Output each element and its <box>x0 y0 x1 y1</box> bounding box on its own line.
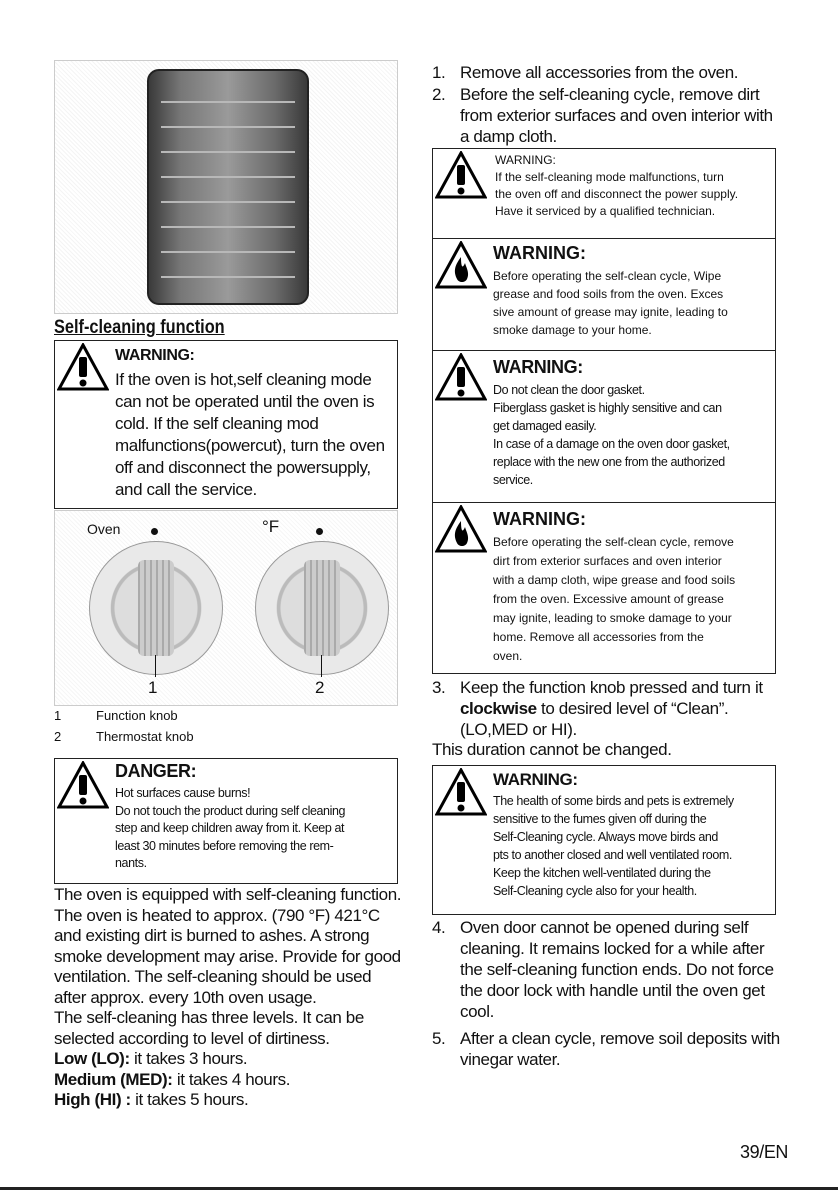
control-knobs-image <box>54 510 398 706</box>
temperature-unit-label: °F <box>262 517 280 536</box>
warning-line: replace with the new one from the authorized <box>493 455 725 469</box>
warning-title: WARNING: <box>115 347 195 364</box>
warning-title: WARNING: <box>493 243 586 263</box>
legend-number: 2 <box>54 729 62 744</box>
step-number: 2. <box>432 85 446 104</box>
warning-line: service. <box>493 473 533 487</box>
leader-line <box>155 655 156 677</box>
warning-line: cold. If the self cleaning mod <box>115 414 319 433</box>
warning-line: oven. <box>493 649 523 663</box>
danger-line: Hot surfaces cause burns! <box>115 786 251 800</box>
warning-line: grease and food soils from the oven. Exces <box>493 287 724 301</box>
legend-text: Thermostat knob <box>96 729 194 744</box>
warning-line: may ignite, leading to smoke damage to your <box>493 611 732 625</box>
warning-line: dirt from exterior surfaces and oven interior <box>493 554 722 568</box>
legend-item <box>54 729 194 744</box>
callout-2: 2 <box>315 678 325 697</box>
step-line: from exterior surfaces and oven interior with <box>460 106 773 125</box>
level-label: Low (LO): <box>54 1049 130 1068</box>
warning-title: WARNING: <box>493 357 583 377</box>
emphasis-clockwise: clockwise <box>460 699 537 718</box>
warning-box-gasket <box>432 350 776 504</box>
step-text <box>460 677 782 740</box>
warning-line: Do not clean the door gasket. <box>493 383 645 397</box>
warning-triangle-icon <box>435 768 487 816</box>
warning-line: with a damp cloth, wipe grease and food soils <box>493 573 736 587</box>
step-line: Before the self-cleaning cycle, remove dirt <box>460 85 760 104</box>
page-number: 39/EN <box>740 1142 789 1162</box>
oven-cavity <box>147 69 309 305</box>
step-line: vinegar water. <box>460 1050 561 1069</box>
duration-note: This duration cannot be changed. <box>432 740 672 759</box>
warning-triangle-icon <box>435 353 487 401</box>
level-high <box>54 1090 404 1111</box>
warning-title: WARNING: <box>495 153 556 167</box>
body-line: and existing dirt is burned to ashes. A strong <box>54 926 370 945</box>
warning-title: WARNING: <box>493 770 578 789</box>
body-line: The oven is equipped with self-cleaning function. <box>54 885 402 904</box>
step-text <box>460 917 782 1022</box>
body-line: The self-cleaning has three levels. It can be <box>54 1008 364 1027</box>
warning-line: Fiberglass gasket is highly sensitive and can <box>493 401 722 415</box>
warning-line: can not be operated until the oven is <box>115 392 375 411</box>
step-line: (LO,MED or HI). <box>460 720 577 739</box>
body-line: selected according to level of dirtiness. <box>54 1028 330 1048</box>
warning-line: The health of some birds and pets is extremely <box>493 794 734 808</box>
legend-item <box>54 708 178 723</box>
warning-line: In case of a damage on the oven door gasket, <box>493 437 730 451</box>
step-line: the self-cleaning function ends. Do not force <box>460 960 774 979</box>
step-number: 5. <box>432 1029 446 1048</box>
danger-line: step and keep children away from it. Keep at <box>115 821 345 835</box>
body-line: smoke development may arise. Provide for good <box>54 946 401 966</box>
warning-line: off and disconnect the powersupply, <box>115 458 371 477</box>
danger-line: Do not touch the product during self cleaning <box>115 803 346 818</box>
body-line: after approx. every 10th oven usage. <box>54 987 317 1007</box>
warning-line: Have it serviced by a qualified technician. <box>495 204 716 218</box>
warning-line: the oven off and disconnect the power supply. <box>495 187 739 201</box>
step-text <box>460 84 782 147</box>
legend-text: Function knob <box>96 708 178 723</box>
warning-text <box>493 381 773 489</box>
body-paragraph <box>54 885 404 1111</box>
body-line: The oven is heated to approx. (790 °F) 421°C <box>54 905 380 925</box>
step-line: cool. <box>460 1002 494 1021</box>
oven-interior-image <box>54 60 398 314</box>
step-line: Oven door cannot be opened during self <box>460 918 749 937</box>
warning-text <box>493 533 773 666</box>
footer-divider <box>0 1187 838 1190</box>
function-knob <box>89 541 223 675</box>
warning-triangle-icon <box>435 151 487 199</box>
warning-line: Self-Cleaning cycle. Always move birds and <box>493 830 718 844</box>
warning-triangle-icon <box>57 343 109 391</box>
warning-line: Keep the kitchen well-ventilated during the <box>493 866 711 880</box>
level-medium <box>54 1070 404 1091</box>
level-low <box>54 1049 404 1070</box>
level-text: it takes 3 hours. <box>129 1049 248 1068</box>
warning-text <box>493 792 774 900</box>
warning-box-accessories <box>432 502 776 674</box>
level-label: Medium (MED): <box>54 1069 173 1089</box>
warning-line: malfunctions(powercut), turn the oven <box>115 436 385 455</box>
warning-line: pts to another closed and well ventilated room. <box>493 848 732 862</box>
body-line: ventilation. The self-cleaning should be used <box>54 967 372 986</box>
danger-title: DANGER: <box>115 761 197 781</box>
warning-line: Before operating the self-clean cycle, Wipe <box>493 269 722 283</box>
warning-line: Before operating the self-clean cycle, remove <box>493 535 734 549</box>
step-number: 4. <box>432 918 446 937</box>
danger-text <box>115 785 393 873</box>
warning-line: from the oven. Excessive amount of grease <box>493 592 724 606</box>
indicator-dot <box>151 528 158 535</box>
step-line: cleaning. It remains locked for a while after <box>460 939 765 958</box>
warning-line: smoke damage to your home. <box>493 323 652 337</box>
section-title: Self-cleaning function <box>54 317 225 338</box>
danger-line: nants. <box>115 856 147 870</box>
level-text: it takes 5 hours. <box>130 1090 249 1109</box>
warning-box-grease <box>432 238 776 352</box>
fire-warning-icon <box>435 505 487 553</box>
warning-line: Self-Cleaning cycle also for your health. <box>493 884 697 898</box>
step-line: After a clean cycle, remove soil deposits with <box>460 1029 780 1048</box>
danger-box <box>54 758 398 884</box>
step-line: the door lock with handle until the oven get <box>460 981 765 1000</box>
danger-line: least 30 minutes before removing the rem- <box>115 838 334 853</box>
level-text: it takes 4 hours. <box>172 1069 291 1089</box>
step-number: 1. <box>432 63 446 82</box>
fire-warning-icon <box>435 241 487 289</box>
warning-line: sive amount of grease may ignite, leading to <box>493 305 728 319</box>
thermostat-knob <box>255 541 389 675</box>
warning-line: sensitive to the fumes given off during the <box>493 812 707 826</box>
warning-box-self-cleaning <box>54 340 398 509</box>
callout-1: 1 <box>148 678 158 697</box>
step-line: Keep the function knob pressed and turn it <box>460 678 763 697</box>
oven-label: Oven <box>87 521 121 537</box>
warning-line: home. Remove all accessories from the <box>493 630 704 644</box>
legend-number: 1 <box>54 708 62 723</box>
warning-triangle-icon <box>57 761 109 809</box>
warning-line: and call the service. <box>115 480 257 499</box>
warning-box-malfunction <box>432 148 776 240</box>
level-label: High (HI) : <box>54 1090 131 1109</box>
warning-text <box>495 169 773 220</box>
warning-text <box>115 369 393 501</box>
step-number: 3. <box>432 678 446 697</box>
warning-text <box>493 267 773 339</box>
step-line <box>460 698 782 719</box>
step-line: Remove all accessories from the oven. <box>460 63 739 82</box>
step-text <box>460 1028 782 1070</box>
warning-line: If the oven is hot,self cleaning mode <box>115 370 372 389</box>
warning-title: WARNING: <box>493 509 586 529</box>
warning-line: get damaged easily. <box>493 419 597 433</box>
step-line: a damp cloth. <box>460 127 557 146</box>
indicator-dot <box>316 528 323 535</box>
step-text <box>460 62 738 83</box>
warning-line: If the self-cleaning mode malfunctions, turn <box>495 170 724 184</box>
warning-box-pets <box>432 765 776 915</box>
step-line-rest: to desired level of “Clean”. <box>536 699 729 718</box>
leader-line <box>321 655 322 677</box>
